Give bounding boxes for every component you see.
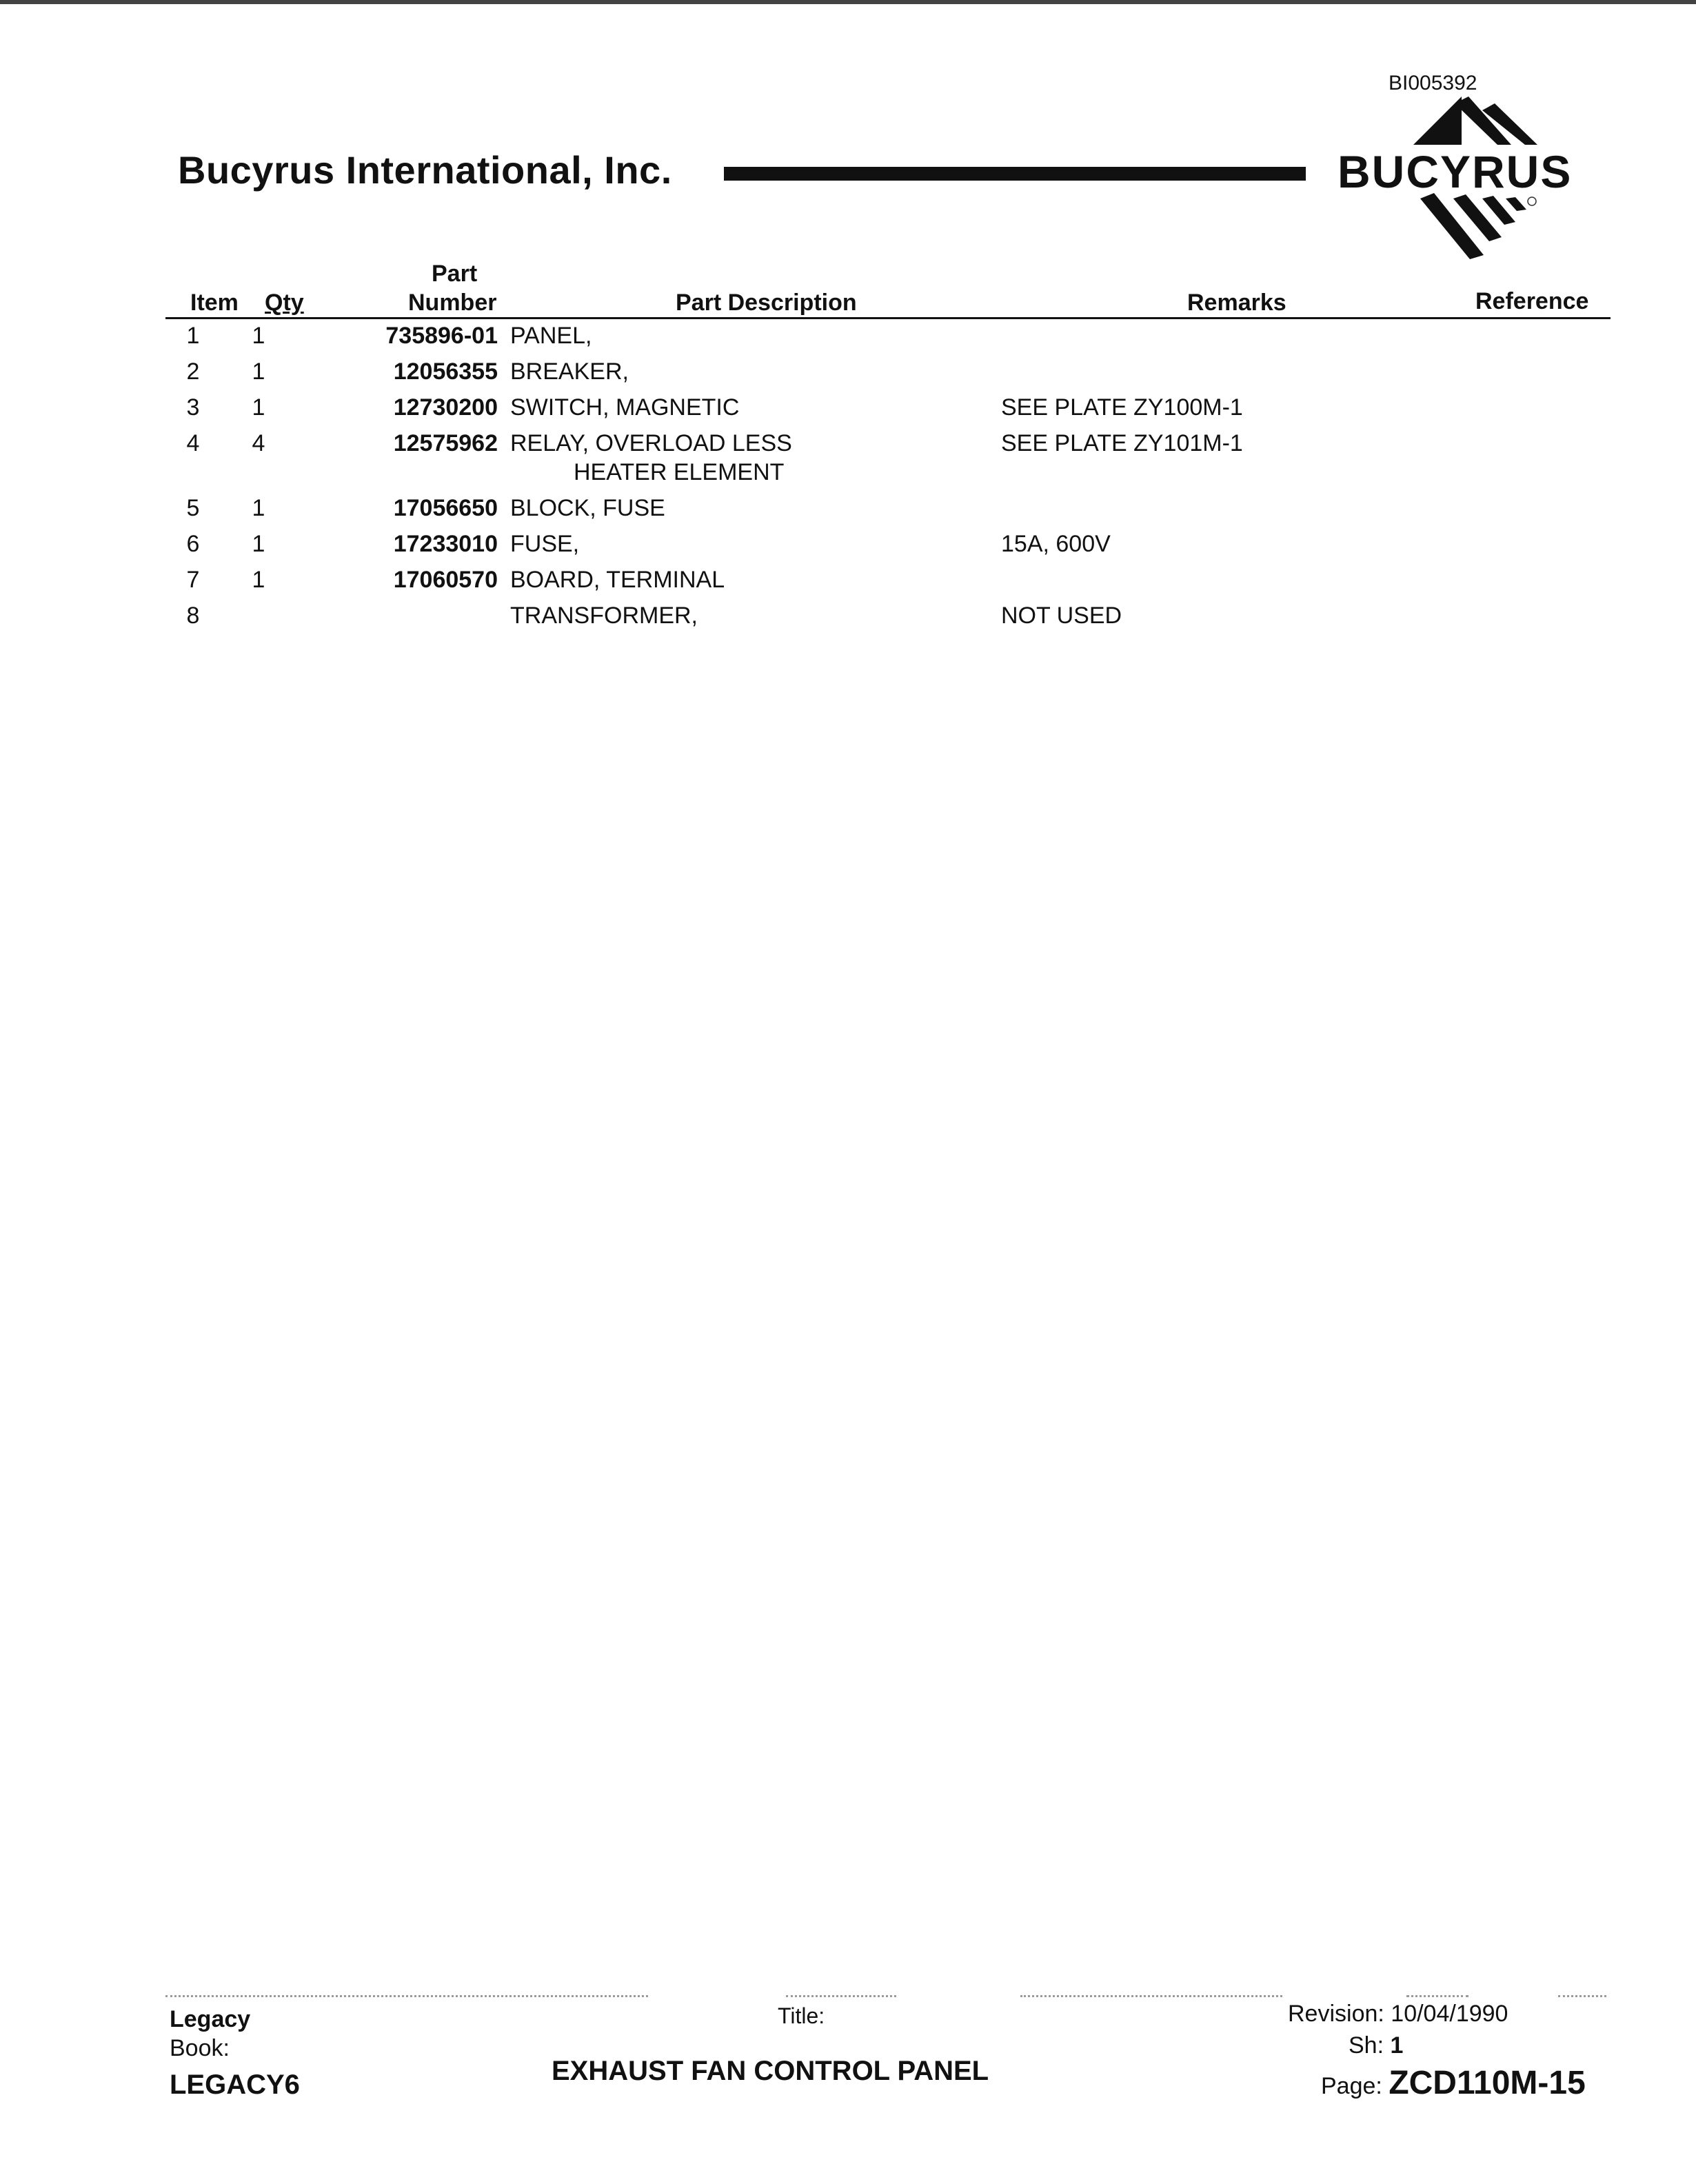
col-header-reference: Reference <box>1475 288 1589 314</box>
reference-cell <box>1346 601 1608 637</box>
footer-sheet-label: Sh: <box>1349 2032 1384 2059</box>
remarks-cell: SEE PLATE ZY101M-1 <box>1001 430 1243 456</box>
footer-title-value: EXHAUST FAN CONTROL PANEL <box>552 2056 989 2086</box>
top-scan-rule <box>0 0 1696 4</box>
footer-book-value: LEGACY6 <box>170 2070 300 2100</box>
parts-table <box>165 321 1608 637</box>
description-cell: PANEL, <box>510 323 592 349</box>
footer-dotted-rule <box>1406 1995 1468 1997</box>
description-cell: FUSE, <box>510 531 580 557</box>
company-name: Bucyrus International, Inc. <box>178 148 672 192</box>
footer-book-label: Book: <box>170 2035 230 2061</box>
item-cell: 2 <box>186 358 200 385</box>
table-row <box>165 321 1608 357</box>
item-cell: 5 <box>186 495 200 521</box>
footer-title-label: Title: <box>778 2003 825 2028</box>
col-header-part-line2: Number <box>408 290 497 316</box>
col-header-description: Part Description <box>676 290 857 316</box>
part-number-cell: 735896-01 <box>385 323 498 349</box>
remarks-cell <box>1001 565 1346 601</box>
footer-page-value: ZCD110M-15 <box>1389 2065 1586 2101</box>
table-row <box>165 393 1608 429</box>
item-cell: 1 <box>186 323 200 349</box>
item-cell: 8 <box>186 603 200 629</box>
reference-cell <box>1346 494 1608 529</box>
reference-cell <box>1346 321 1608 357</box>
document-id: BI005392 <box>1389 72 1477 94</box>
qty-cell: 1 <box>252 323 265 349</box>
qty-cell: 4 <box>252 430 265 456</box>
reference-cell <box>1346 357 1608 393</box>
footer-dotted-rule <box>1558 1995 1606 1997</box>
table-row <box>165 529 1608 565</box>
item-cell: 7 <box>186 567 200 593</box>
qty-cell <box>221 601 296 637</box>
part-number-cell: 12730200 <box>393 394 498 421</box>
description-cell: BLOCK, FUSE <box>510 495 665 521</box>
table-header-rule <box>165 317 1611 319</box>
table-row <box>165 565 1608 601</box>
remarks-cell: NOT USED <box>1001 603 1122 629</box>
col-header-qty: Qty <box>265 290 304 316</box>
footer-sheet <box>1349 2032 1403 2059</box>
remarks-cell: 15A, 600V <box>1001 531 1111 557</box>
qty-cell: 1 <box>252 531 265 557</box>
part-number-cell: 12056355 <box>393 358 498 385</box>
qty-cell: 1 <box>252 495 265 521</box>
footer-dotted-rule <box>165 1995 648 1997</box>
footer-revision-value: 10/04/1990 <box>1391 2001 1508 2027</box>
footer-page-label: Page: <box>1321 2073 1382 2099</box>
table-row <box>165 494 1608 529</box>
qty-cell: 1 <box>252 358 265 385</box>
description-line1: RELAY, OVERLOAD LESS <box>510 430 792 456</box>
item-cell: 4 <box>186 430 200 456</box>
description-cell: TRANSFORMER, <box>510 603 698 629</box>
remarks-cell: SEE PLATE ZY100M-1 <box>1001 394 1243 421</box>
remarks-cell <box>1001 321 1346 357</box>
reference-cell <box>1346 565 1608 601</box>
reference-cell <box>1346 393 1608 429</box>
reference-cell <box>1346 429 1608 494</box>
footer-sheet-value: 1 <box>1390 2032 1404 2059</box>
footer-revision <box>1288 2001 1508 2028</box>
reference-cell <box>1346 529 1608 565</box>
bucyrus-logo <box>1331 97 1606 262</box>
table-row <box>165 429 1608 494</box>
description-cell <box>510 429 1001 494</box>
table-row <box>165 357 1608 393</box>
description-cell: BREAKER, <box>510 358 629 385</box>
logo-wordmark: BUCYRUS <box>1337 146 1573 197</box>
col-header-item: Item <box>190 290 239 316</box>
part-number-cell: 17233010 <box>393 531 498 557</box>
remarks-cell <box>1001 494 1346 529</box>
col-header-part-line1: Part <box>432 261 478 287</box>
part-number-cell: 17060570 <box>393 567 498 593</box>
part-number-cell: 17056650 <box>393 495 498 521</box>
qty-cell: 1 <box>252 567 265 593</box>
footer-dotted-rule <box>1020 1995 1282 1997</box>
description-cell: BOARD, TERMINAL <box>510 567 725 593</box>
item-cell: 6 <box>186 531 200 557</box>
remarks-cell <box>1001 357 1346 393</box>
part-number-cell: 12575962 <box>393 430 498 456</box>
description-line2: HEATER ELEMENT <box>574 459 785 485</box>
item-cell: 3 <box>186 394 200 421</box>
footer-legacy-label: Legacy <box>170 2006 251 2032</box>
table-row <box>165 601 1608 637</box>
footer-page <box>1321 2064 1586 2102</box>
part-number-cell <box>296 601 510 637</box>
col-header-remarks: Remarks <box>1187 290 1286 316</box>
qty-cell: 1 <box>252 394 265 421</box>
description-cell: SWITCH, MAGNETIC <box>510 394 740 421</box>
header-bar <box>724 167 1306 181</box>
footer-dotted-rule <box>786 1995 896 1997</box>
footer-revision-label: Revision: <box>1288 2001 1384 2027</box>
